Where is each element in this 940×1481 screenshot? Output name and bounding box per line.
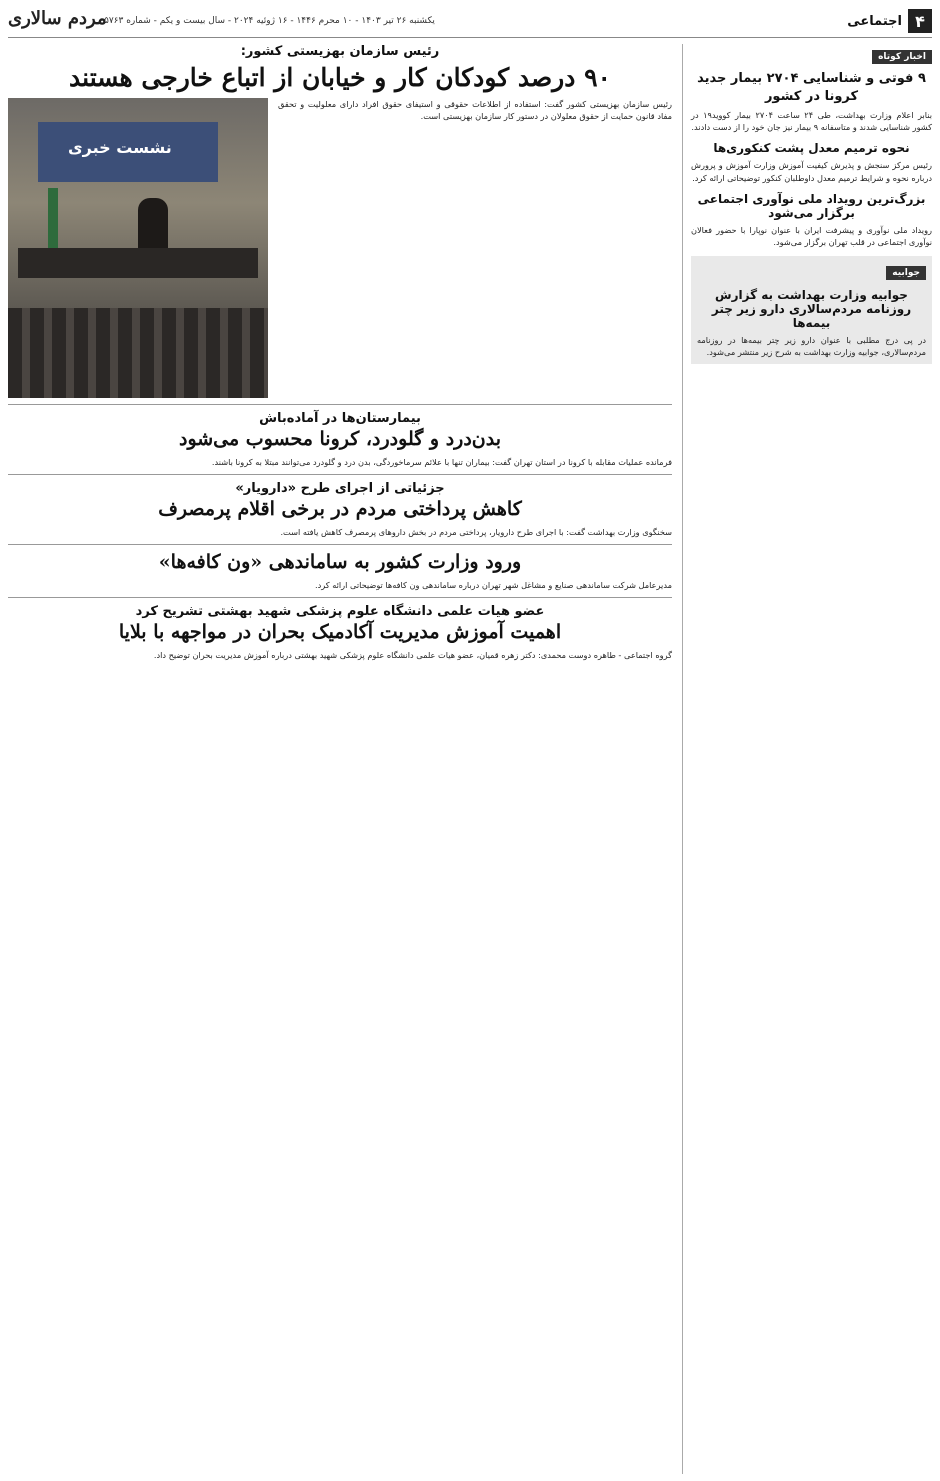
corona-kicker: بیمارستان‌ها در آماده‌باش	[259, 411, 421, 426]
page-number: ۴	[908, 9, 932, 33]
audience-shape	[8, 308, 268, 398]
newspaper-logo: مردم سالاری	[8, 8, 107, 29]
story2-body: رئیس مرکز سنجش و پذیرش کیفیت آموزش وزارت آموزش و پرورش درباره نحوه و شرایط ترمیم معدل داوطلبان کنکور توضیحاتی ارائه کرد.	[691, 160, 932, 183]
reply-tag: جوابیه	[886, 266, 926, 280]
story3-body: رویداد ملی نوآوری و پیشرفت ایران با عنوان نوپارا با حضور فعالان نوآوری اجتماعی در قلب تهران برگزار می‌شود.	[691, 224, 932, 247]
divider	[8, 544, 672, 545]
section-name: اجتماعی	[847, 13, 902, 29]
story1-title: ۹ فوتی و شناسایی ۲۷۰۴ بیمار جدید کرونا در کشور	[697, 71, 926, 104]
cafe-body: مدیرعامل شرکت ساماندهی صنایع و مشاغل شهر تهران درباره ساماندهی ون کافه‌ها توضیحاتی ارائه کرد.	[314, 580, 672, 591]
divider	[8, 597, 672, 598]
divider	[8, 404, 672, 405]
corona-headline: بدن‌درد و گلودرد، کرونا محسوب می‌شود	[178, 428, 502, 450]
masthead	[8, 8, 932, 38]
section-badge	[847, 8, 932, 34]
lead-body: رئیس سازمان بهزیستی کشور گفت: استفاده از اطلاعات حقوقی و استیفای حقوق افراد دارای معلولیت و تحقق مفاد قانون حمایت از حقوق معلولان در دستور کار سازمان بهزیستی است.	[278, 99, 672, 122]
table-shape	[18, 248, 258, 278]
dateline: یکشنبه ۲۶ تیر ۱۴۰۳ - ۱۰ محرم ۱۴۴۶ - ۱۶ ژوئیه ۲۰۲۴ - سال بیست و یکم - شماره ۵۷۶۳	[104, 16, 435, 26]
story1-body: بنابر اعلام وزارت بهداشت، طی ۲۴ ساعت ۲۷۰۴ بیمار کووید۱۹ در کشور شناسایی شدند و متاسفانه ۹ بیمار نیز جان خود را از دست دادند.	[691, 110, 933, 133]
right-column	[682, 44, 932, 1474]
corona-body: فرمانده عملیات مقابله با کرونا در استان تهران گفت: بیماران تنها با علائم سرماخوردگی، بدن درد و گلودرد می‌توانند مبتلا به کرونا باشند.	[211, 457, 672, 467]
main-area	[8, 44, 672, 1474]
reply-title: جوابیه وزارت بهداشت به گزارش روزنامه مردم‌سالاری دارو زیر چتر بیمه‌ها	[711, 287, 912, 330]
reply-body: در پی درج مطلبی با عنوان دارو زیر چتر بیمه‌ها در روزنامه مردم‌سالاری، جوابیه وزارت بهداشت به شرح زیر منتشر می‌شود.	[697, 334, 926, 358]
crisis-kicker: عضو هیات علمی دانشگاه علوم پزشکی شهید بهشتی تشریح کرد	[135, 604, 545, 620]
photo-banner-text: نشست خبری	[68, 138, 172, 157]
lead-kicker: رئیس سازمان بهزیستی کشور:	[240, 44, 440, 59]
press-conference-photo	[8, 98, 268, 398]
reply-box	[691, 256, 932, 364]
story2-title: نحوه ترمیم معدل پشت کنکوری‌ها	[713, 141, 910, 156]
speaker-shape	[138, 198, 168, 253]
drugs-headline: کاهش پرداختی مردم در برخی اقلام پرمصرف	[158, 498, 522, 521]
news-brief-tag: اخبار کوتاه	[872, 50, 932, 64]
cafe-headline: ورود وزارت کشور به ساماندهی «ون کافه‌ها»	[158, 551, 522, 574]
divider	[8, 474, 672, 475]
crisis-body: گروه اجتماعی - طاهره دوست محمدی: دکتر زهره قمیان، عضو هیات علمی دانشگاه علوم پزشکی شهید بهشتی درباره آموزش مدیریت بحران توضیح داد.	[153, 650, 672, 661]
flag-shape	[48, 188, 58, 248]
crisis-headline: اهمیت آموزش مدیریت آکادمیک بحران در مواجهه با بلایا	[118, 621, 562, 644]
drugs-kicker: جزئیاتی از اجرای طرح «دارویار»	[235, 481, 445, 497]
lead-columns	[8, 98, 672, 398]
story3-title: بزرگ‌ترین رویداد ملی نوآوری اجتماعی برگزار می‌شود	[697, 191, 926, 220]
drugs-body: سخنگوی وزارت بهداشت گفت: با اجرای طرح دارویار، پرداختی مردم در بخش داروهای پرمصرف کاهش یافته است.	[280, 527, 672, 538]
lead-headline: ۹۰ درصد کودکان کار و خیابان از اتباع خارجی هستند	[69, 63, 611, 92]
